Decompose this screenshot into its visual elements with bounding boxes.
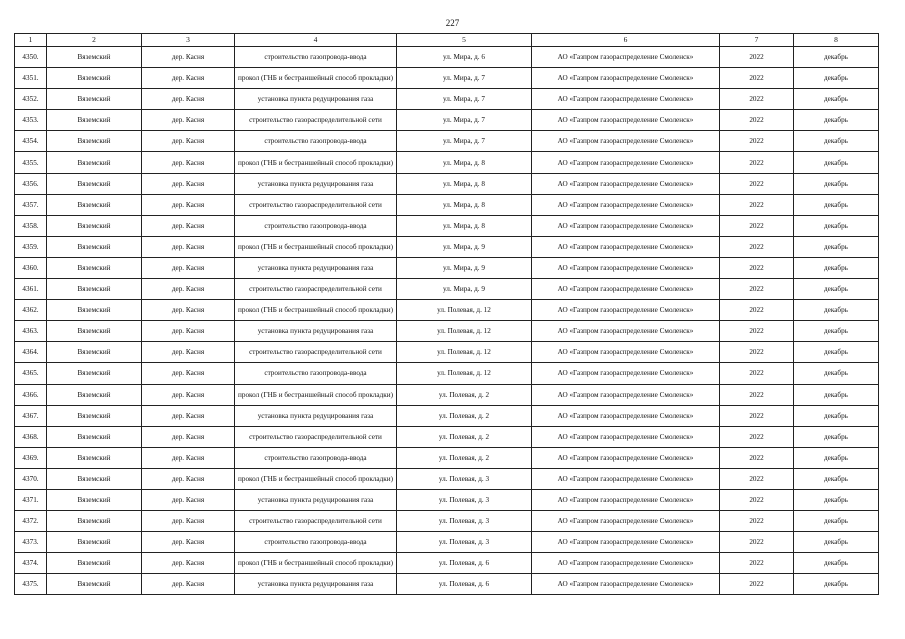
table-row (15, 511, 879, 532)
settlement-cell: дер. Касня (142, 257, 235, 278)
work-type-cell: прокол (ГНБ и бестраншейный способ прокладки) (235, 553, 397, 574)
organization-cell: АО «Газпром газораспределение Смоленск» (532, 68, 720, 89)
address-cell: ул. Мира, д. 7 (397, 131, 532, 152)
work-type-cell: строительство газораспределительной сети (235, 110, 397, 131)
district-cell: Вяземский (47, 363, 142, 384)
table-row (15, 257, 879, 278)
address-cell: ул. Полевая, д. 3 (397, 532, 532, 553)
row-number-cell: 4358. (15, 215, 47, 236)
work-type-cell: строительство газораспределительной сети (235, 511, 397, 532)
column-header: 2 (47, 34, 142, 47)
settlement-cell: дер. Касня (142, 173, 235, 194)
month-cell: декабрь (794, 131, 879, 152)
organization-cell: АО «Газпром газораспределение Смоленск» (532, 173, 720, 194)
work-type-cell: строительство газопровода-ввода (235, 215, 397, 236)
table-row (15, 447, 879, 468)
district-cell: Вяземский (47, 110, 142, 131)
table-row (15, 68, 879, 89)
table-row (15, 468, 879, 489)
year-cell: 2022 (720, 173, 794, 194)
address-cell: ул. Мира, д. 8 (397, 173, 532, 194)
year-cell: 2022 (720, 89, 794, 110)
address-cell: ул. Мира, д. 7 (397, 68, 532, 89)
organization-cell: АО «Газпром газораспределение Смоленск» (532, 300, 720, 321)
year-cell: 2022 (720, 342, 794, 363)
organization-cell: АО «Газпром газораспределение Смоленск» (532, 468, 720, 489)
settlement-cell: дер. Касня (142, 553, 235, 574)
work-type-cell: прокол (ГНБ и бестраншейный способ прокладки) (235, 384, 397, 405)
month-cell: декабрь (794, 489, 879, 510)
row-number-cell: 4369. (15, 447, 47, 468)
table-row (15, 89, 879, 110)
work-type-cell: установка пункта редуцирования газа (235, 257, 397, 278)
column-header: 7 (720, 34, 794, 47)
year-cell: 2022 (720, 131, 794, 152)
organization-cell: АО «Газпром газораспределение Смоленск» (532, 574, 720, 595)
address-cell: ул. Полевая, д. 12 (397, 342, 532, 363)
row-number-cell: 4367. (15, 405, 47, 426)
district-cell: Вяземский (47, 152, 142, 173)
district-cell: Вяземский (47, 236, 142, 257)
organization-cell: АО «Газпром газораспределение Смоленск» (532, 447, 720, 468)
work-type-cell: установка пункта редуцирования газа (235, 405, 397, 426)
settlement-cell: дер. Касня (142, 363, 235, 384)
address-cell: ул. Полевая, д. 2 (397, 384, 532, 405)
settlement-cell: дер. Касня (142, 215, 235, 236)
year-cell: 2022 (720, 279, 794, 300)
district-cell: Вяземский (47, 321, 142, 342)
district-cell: Вяземский (47, 257, 142, 278)
row-number-cell: 4352. (15, 89, 47, 110)
month-cell: декабрь (794, 426, 879, 447)
organization-cell: АО «Газпром газораспределение Смоленск» (532, 532, 720, 553)
settlement-cell: дер. Касня (142, 342, 235, 363)
district-cell: Вяземский (47, 405, 142, 426)
table-row (15, 574, 879, 595)
row-number-cell: 4363. (15, 321, 47, 342)
table-row (15, 384, 879, 405)
district-cell: Вяземский (47, 489, 142, 510)
month-cell: декабрь (794, 215, 879, 236)
district-cell: Вяземский (47, 279, 142, 300)
address-cell: ул. Полевая, д. 2 (397, 405, 532, 426)
year-cell: 2022 (720, 257, 794, 278)
address-cell: ул. Мира, д. 9 (397, 257, 532, 278)
table-row (15, 363, 879, 384)
row-number-cell: 4360. (15, 257, 47, 278)
year-cell: 2022 (720, 553, 794, 574)
year-cell: 2022 (720, 300, 794, 321)
settlement-cell: дер. Касня (142, 279, 235, 300)
settlement-cell: дер. Касня (142, 194, 235, 215)
year-cell: 2022 (720, 405, 794, 426)
settlement-cell: дер. Касня (142, 47, 235, 68)
settlement-cell: дер. Касня (142, 321, 235, 342)
work-type-cell: прокол (ГНБ и бестраншейный способ прокладки) (235, 68, 397, 89)
district-cell: Вяземский (47, 68, 142, 89)
work-type-cell: установка пункта редуцирования газа (235, 173, 397, 194)
month-cell: декабрь (794, 363, 879, 384)
table-row (15, 553, 879, 574)
district-cell: Вяземский (47, 511, 142, 532)
column-header: 8 (794, 34, 879, 47)
month-cell: декабрь (794, 47, 879, 68)
address-cell: ул. Полевая, д. 12 (397, 300, 532, 321)
organization-cell: АО «Газпром газораспределение Смоленск» (532, 47, 720, 68)
table-row (15, 321, 879, 342)
column-header: 5 (397, 34, 532, 47)
settlement-cell: дер. Касня (142, 489, 235, 510)
row-number-cell: 4361. (15, 279, 47, 300)
organization-cell: АО «Газпром газораспределение Смоленск» (532, 553, 720, 574)
address-cell: ул. Полевая, д. 2 (397, 426, 532, 447)
work-type-cell: прокол (ГНБ и бестраншейный способ прокладки) (235, 236, 397, 257)
work-type-cell: строительство газопровода-ввода (235, 131, 397, 152)
row-number-cell: 4357. (15, 194, 47, 215)
header-row (15, 34, 879, 47)
month-cell: декабрь (794, 321, 879, 342)
district-cell: Вяземский (47, 426, 142, 447)
settlement-cell: дер. Касня (142, 89, 235, 110)
month-cell: декабрь (794, 342, 879, 363)
organization-cell: АО «Газпром газораспределение Смоленск» (532, 152, 720, 173)
work-type-cell: строительство газопровода-ввода (235, 363, 397, 384)
month-cell: декабрь (794, 89, 879, 110)
district-cell: Вяземский (47, 468, 142, 489)
district-cell: Вяземский (47, 532, 142, 553)
address-cell: ул. Мира, д. 9 (397, 279, 532, 300)
table-row (15, 405, 879, 426)
organization-cell: АО «Газпром газораспределение Смоленск» (532, 215, 720, 236)
year-cell: 2022 (720, 47, 794, 68)
column-header: 6 (532, 34, 720, 47)
row-number-cell: 4365. (15, 363, 47, 384)
year-cell: 2022 (720, 574, 794, 595)
district-cell: Вяземский (47, 300, 142, 321)
year-cell: 2022 (720, 384, 794, 405)
settlement-cell: дер. Касня (142, 405, 235, 426)
work-type-cell: установка пункта редуцирования газа (235, 574, 397, 595)
organization-cell: АО «Газпром газораспределение Смоленск» (532, 384, 720, 405)
month-cell: декабрь (794, 152, 879, 173)
organization-cell: АО «Газпром газораспределение Смоленск» (532, 194, 720, 215)
work-type-cell: прокол (ГНБ и бестраншейный способ прокладки) (235, 468, 397, 489)
address-cell: ул. Мира, д. 8 (397, 194, 532, 215)
year-cell: 2022 (720, 68, 794, 89)
month-cell: декабрь (794, 405, 879, 426)
settlement-cell: дер. Касня (142, 447, 235, 468)
work-type-cell: строительство газораспределительной сети (235, 426, 397, 447)
row-number-cell: 4356. (15, 173, 47, 194)
page-number: 227 (445, 18, 460, 28)
organization-cell: АО «Газпром газораспределение Смоленск» (532, 511, 720, 532)
address-cell: ул. Мира, д. 7 (397, 89, 532, 110)
month-cell: декабрь (794, 68, 879, 89)
data-table (14, 33, 879, 595)
address-cell: ул. Мира, д. 6 (397, 47, 532, 68)
year-cell: 2022 (720, 447, 794, 468)
address-cell: ул. Полевая, д. 6 (397, 553, 532, 574)
settlement-cell: дер. Касня (142, 68, 235, 89)
table-row (15, 489, 879, 510)
month-cell: декабрь (794, 236, 879, 257)
table-row (15, 279, 879, 300)
month-cell: декабрь (794, 447, 879, 468)
settlement-cell: дер. Касня (142, 110, 235, 131)
year-cell: 2022 (720, 363, 794, 384)
district-cell: Вяземский (47, 89, 142, 110)
month-cell: декабрь (794, 300, 879, 321)
work-type-cell: установка пункта редуцирования газа (235, 321, 397, 342)
address-cell: ул. Полевая, д. 3 (397, 511, 532, 532)
row-number-cell: 4362. (15, 300, 47, 321)
column-header: 3 (142, 34, 235, 47)
table-row (15, 110, 879, 131)
table-row (15, 342, 879, 363)
month-cell: декабрь (794, 574, 879, 595)
district-cell: Вяземский (47, 194, 142, 215)
table-row (15, 47, 879, 68)
column-header: 1 (15, 34, 47, 47)
settlement-cell: дер. Касня (142, 152, 235, 173)
address-cell: ул. Полевая, д. 3 (397, 468, 532, 489)
work-type-cell: строительство газопровода-ввода (235, 447, 397, 468)
address-cell: ул. Мира, д. 8 (397, 152, 532, 173)
district-cell: Вяземский (47, 131, 142, 152)
row-number-cell: 4371. (15, 489, 47, 510)
organization-cell: АО «Газпром газораспределение Смоленск» (532, 405, 720, 426)
settlement-cell: дер. Касня (142, 511, 235, 532)
row-number-cell: 4372. (15, 511, 47, 532)
row-number-cell: 4375. (15, 574, 47, 595)
row-number-cell: 4359. (15, 236, 47, 257)
settlement-cell: дер. Касня (142, 300, 235, 321)
address-cell: ул. Мира, д. 9 (397, 236, 532, 257)
work-type-cell: прокол (ГНБ и бестраншейный способ прокладки) (235, 152, 397, 173)
organization-cell: АО «Газпром газораспределение Смоленск» (532, 363, 720, 384)
table-row (15, 152, 879, 173)
year-cell: 2022 (720, 152, 794, 173)
year-cell: 2022 (720, 426, 794, 447)
address-cell: ул. Полевая, д. 12 (397, 363, 532, 384)
year-cell: 2022 (720, 511, 794, 532)
district-cell: Вяземский (47, 215, 142, 236)
column-header: 4 (235, 34, 397, 47)
district-cell: Вяземский (47, 342, 142, 363)
table-row (15, 426, 879, 447)
row-number-cell: 4353. (15, 110, 47, 131)
year-cell: 2022 (720, 215, 794, 236)
table-row (15, 194, 879, 215)
work-type-cell: строительство газораспределительной сети (235, 279, 397, 300)
work-type-cell: установка пункта редуцирования газа (235, 89, 397, 110)
year-cell: 2022 (720, 468, 794, 489)
row-number-cell: 4373. (15, 532, 47, 553)
month-cell: декабрь (794, 511, 879, 532)
month-cell: декабрь (794, 257, 879, 278)
organization-cell: АО «Газпром газораспределение Смоленск» (532, 257, 720, 278)
row-number-cell: 4370. (15, 468, 47, 489)
district-cell: Вяземский (47, 47, 142, 68)
organization-cell: АО «Газпром газораспределение Смоленск» (532, 110, 720, 131)
district-cell: Вяземский (47, 447, 142, 468)
address-cell: ул. Мира, д. 8 (397, 215, 532, 236)
year-cell: 2022 (720, 321, 794, 342)
row-number-cell: 4374. (15, 553, 47, 574)
table-row (15, 131, 879, 152)
district-cell: Вяземский (47, 553, 142, 574)
work-type-cell: строительство газопровода-ввода (235, 47, 397, 68)
table-row (15, 173, 879, 194)
row-number-cell: 4364. (15, 342, 47, 363)
organization-cell: АО «Газпром газораспределение Смоленск» (532, 236, 720, 257)
organization-cell: АО «Газпром газораспределение Смоленск» (532, 279, 720, 300)
organization-cell: АО «Газпром газораспределение Смоленск» (532, 342, 720, 363)
organization-cell: АО «Газпром газораспределение Смоленск» (532, 321, 720, 342)
row-number-cell: 4368. (15, 426, 47, 447)
organization-cell: АО «Газпром газораспределение Смоленск» (532, 426, 720, 447)
year-cell: 2022 (720, 110, 794, 131)
district-cell: Вяземский (47, 384, 142, 405)
work-type-cell: прокол (ГНБ и бестраншейный способ прокладки) (235, 300, 397, 321)
table-body (15, 47, 879, 595)
work-type-cell: строительство газораспределительной сети (235, 342, 397, 363)
month-cell: декабрь (794, 384, 879, 405)
district-cell: Вяземский (47, 574, 142, 595)
settlement-cell: дер. Касня (142, 236, 235, 257)
settlement-cell: дер. Касня (142, 574, 235, 595)
year-cell: 2022 (720, 489, 794, 510)
month-cell: декабрь (794, 279, 879, 300)
row-number-cell: 4350. (15, 47, 47, 68)
row-number-cell: 4354. (15, 131, 47, 152)
row-number-cell: 4351. (15, 68, 47, 89)
settlement-cell: дер. Касня (142, 384, 235, 405)
row-number-cell: 4366. (15, 384, 47, 405)
organization-cell: АО «Газпром газораспределение Смоленск» (532, 89, 720, 110)
organization-cell: АО «Газпром газораспределение Смоленск» (532, 489, 720, 510)
month-cell: декабрь (794, 173, 879, 194)
month-cell: декабрь (794, 110, 879, 131)
work-type-cell: установка пункта редуцирования газа (235, 489, 397, 510)
settlement-cell: дер. Касня (142, 532, 235, 553)
month-cell: декабрь (794, 468, 879, 489)
month-cell: декабрь (794, 194, 879, 215)
month-cell: декабрь (794, 553, 879, 574)
settlement-cell: дер. Касня (142, 426, 235, 447)
table-row (15, 236, 879, 257)
settlement-cell: дер. Касня (142, 131, 235, 152)
year-cell: 2022 (720, 236, 794, 257)
address-cell: ул. Полевая, д. 12 (397, 321, 532, 342)
table-row (15, 532, 879, 553)
month-cell: декабрь (794, 532, 879, 553)
settlement-cell: дер. Касня (142, 468, 235, 489)
table-header (15, 34, 879, 47)
table-row (15, 300, 879, 321)
work-type-cell: строительство газопровода-ввода (235, 532, 397, 553)
organization-cell: АО «Газпром газораспределение Смоленск» (532, 131, 720, 152)
address-cell: ул. Полевая, д. 3 (397, 489, 532, 510)
address-cell: ул. Полевая, д. 2 (397, 447, 532, 468)
year-cell: 2022 (720, 194, 794, 215)
work-type-cell: строительство газораспределительной сети (235, 194, 397, 215)
address-cell: ул. Мира, д. 7 (397, 110, 532, 131)
address-cell: ул. Полевая, д. 6 (397, 574, 532, 595)
table-row (15, 215, 879, 236)
row-number-cell: 4355. (15, 152, 47, 173)
year-cell: 2022 (720, 532, 794, 553)
district-cell: Вяземский (47, 173, 142, 194)
